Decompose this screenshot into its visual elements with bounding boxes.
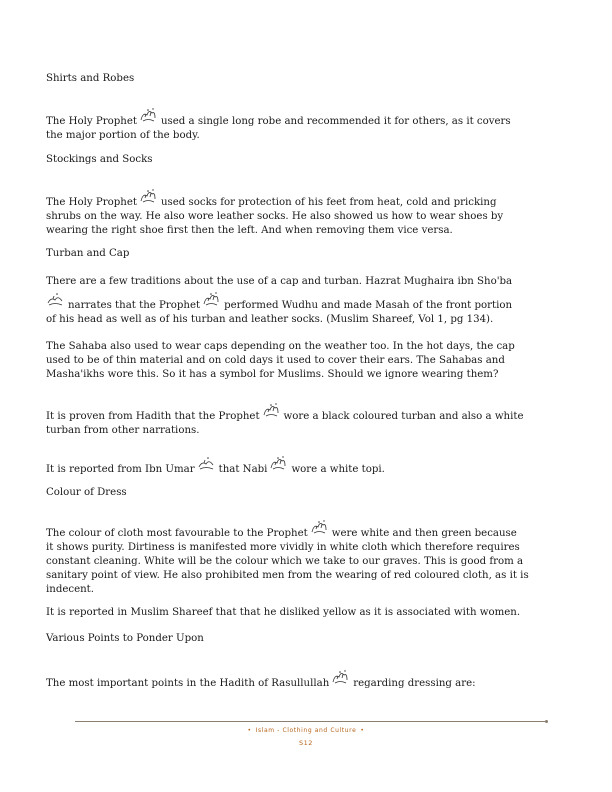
honorific-calligraphy-icon	[46, 294, 64, 308]
paragraph-turban-2: The Sahaba also used to wear caps depending on the weather too. In the hot days, the cap used to be of thin material and on cold days it used to cover their ears. The Sahabas and Masha'ikhs wore this. So it has a symbol for Muslims. Should we ignore wearing them?	[46, 341, 515, 380]
footer-divider	[75, 721, 545, 722]
heading-turban-and-cap: Turban and Cap	[46, 248, 130, 259]
paragraph-colour-1: The colour of cloth most favourable to the Prophet were white and then green because it shows purity. Dirtiness is manifested more vividly in white cloth which therefore requires constant cleaning. White will be the colour which we take to our graves. This is good from a sanitary point of view. He also prohibited men from the wearing of red coloured cloth, as it is indecent.	[46, 522, 566, 597]
honorific-calligraphy-icon	[139, 110, 157, 124]
bullet-icon: •	[360, 727, 365, 734]
heading-colour-of-dress: Colour of Dress	[46, 487, 127, 498]
heading-stockings-and-socks: Stockings and Socks	[46, 154, 153, 165]
honorific-calligraphy-icon	[310, 522, 328, 536]
bullet-icon: •	[247, 727, 252, 734]
paragraph-shirts: The Holy Prophet used a single long robe and recommended it for others, as it covers the major portion of the body.	[46, 110, 566, 143]
paragraph-points: The most important points in the Hadith of Rasullullah regarding dressing are:	[46, 672, 566, 691]
honorific-calligraphy-icon	[331, 672, 349, 686]
page-number: S12	[299, 739, 313, 747]
honorific-calligraphy-icon	[269, 458, 287, 472]
paragraph-colour-2: It is reported in Muslim Shareef that that he disliked yellow as it is associated with women.	[46, 607, 521, 618]
honorific-calligraphy-icon	[139, 191, 157, 205]
heading-shirts-and-robes: Shirts and Robes	[46, 73, 135, 84]
honorific-calligraphy-icon	[262, 405, 280, 419]
honorific-calligraphy-icon	[197, 458, 215, 472]
paragraph-turban-3: It is proven from Hadith that the Prophet wore a black coloured turban and also a white turban from other narrations.	[46, 405, 566, 438]
paragraph-stockings: The Holy Prophet used socks for protection of his feet from heat, cold and pricking shrubs on the way. He also wore leather socks. He also showed us how to wear shoes by wearing the right shoe first then the left. And when removing them vice versa.	[46, 191, 566, 238]
heading-various-points: Various Points to Ponder Upon	[46, 633, 204, 644]
honorific-calligraphy-icon	[202, 294, 220, 308]
paragraph-turban-4: It is reported from Ibn Umar that Nabi wore a white topi.	[46, 458, 566, 477]
paragraph-turban-1: There are a few traditions about the use of a cap and turban. Hazrat Mughaira ibn Sho'ba narrates that the Prophet performed Wudhu and made Masah of the front portion of his head as well as of his turban and leather socks. (Muslim Shareef, Vol 1, pg 134).	[46, 276, 513, 325]
footer-title: • Islam - Clothing and Culture •	[247, 727, 365, 734]
